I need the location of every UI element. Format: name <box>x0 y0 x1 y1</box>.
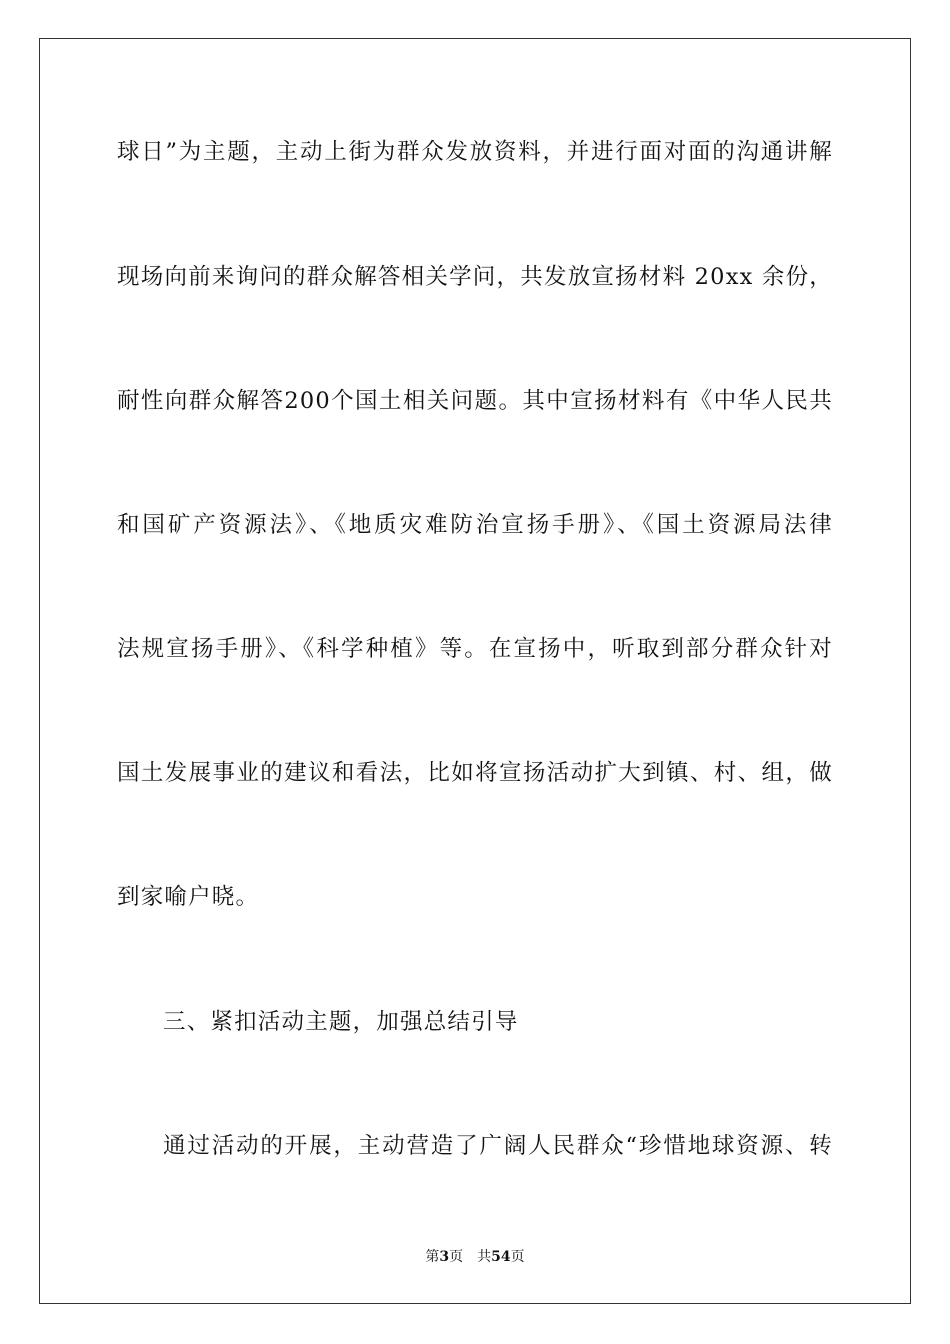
body-line-3: 耐性向群众解答200个国土相关问题。其中宣扬材料有《中华人民共 <box>117 388 833 414</box>
body-line-5: 法规宣扬手册》、《科学种植》等。在宣扬中，听取到部分群众针对 <box>117 636 833 662</box>
footer-total-prefix: 共 <box>477 1249 492 1265</box>
page-border <box>39 38 911 1304</box>
page-footer <box>0 1248 950 1266</box>
body-line-2: 现场向前来询问的群众解答相关学问，共发放宣扬材料 20xx 余份， <box>117 264 833 290</box>
footer-page-prefix: 第 <box>425 1249 440 1265</box>
footer-page-number: 3 <box>439 1249 450 1265</box>
body-line-1: 球日”为主题，主动上街为群众发放资料，并进行面对面的沟通讲解 <box>117 139 833 165</box>
body-line-6: 国土发展事业的建议和看法，比如将宣扬活动扩大到镇、村、组，做 <box>117 760 833 786</box>
footer-total-pages: 54 <box>491 1249 511 1265</box>
footer-page-suffix: 页 <box>449 1249 464 1265</box>
body-line-7: 到家喻户晓。 <box>117 884 260 910</box>
body-line-4: 和国矿产资源法》、《地质灾难防治宣扬手册》、《国土资源局法律 <box>117 512 833 538</box>
footer-total-suffix: 页 <box>510 1249 525 1265</box>
paragraph-start: 通过活动的开展，主动营造了广阔人民群众“珍惜地球资源、转 <box>163 1133 833 1159</box>
section-heading: 三、紧扣活动主题，加强总结引导 <box>163 1009 519 1035</box>
